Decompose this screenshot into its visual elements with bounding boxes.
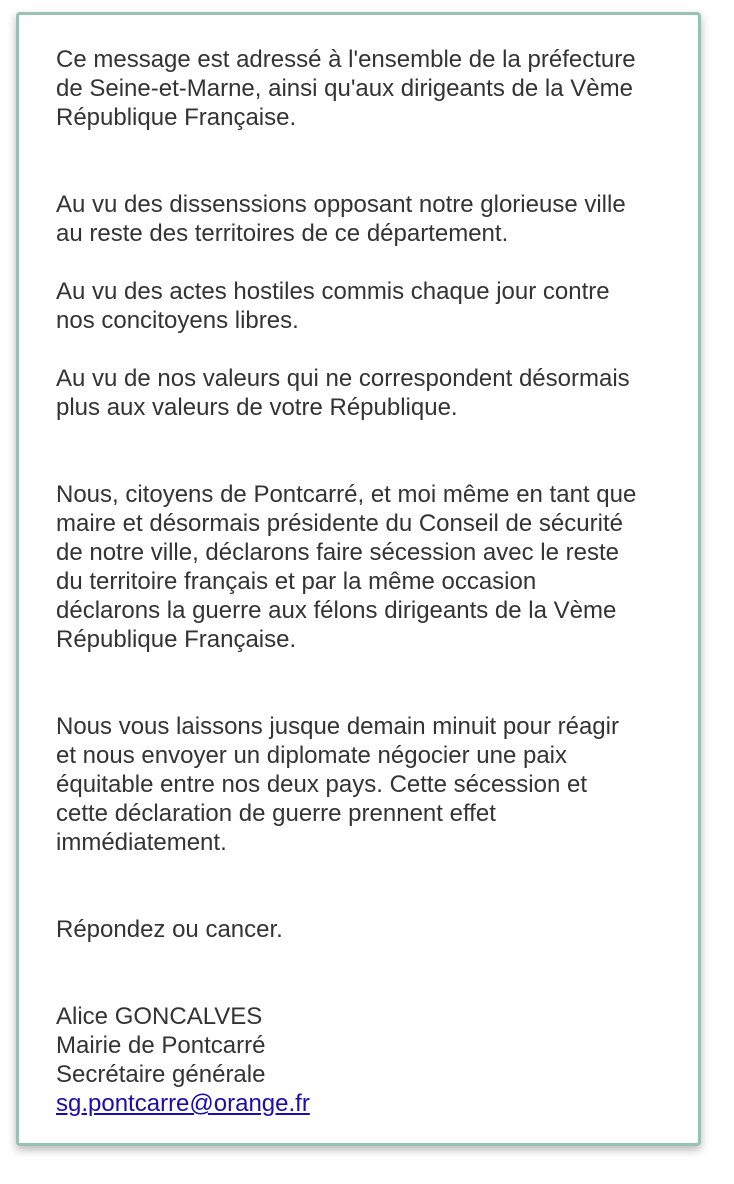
considerant-paragraph-1: Au vu des dissenssions opposant notre glorieuse ville au reste des territoires de ce département. — [56, 191, 626, 247]
spacer — [56, 132, 676, 190]
signature-organization: Mairie de Pontcarré — [56, 1032, 266, 1059]
declaration-paragraph: Nous, citoyens de Pontcarré, et moi même en tant que maire et désormais présidente du Conseil de sécurité de notre ville, déclarons faire sécession avec le reste du territoire français et par la même occasion déclarons la guerre aux félons dirigeants de la Vème République Française. — [56, 481, 637, 653]
intro-paragraph: Ce message est adressé à l'ensemble de la préfecture de Seine-et-Marne, ainsi qu'aux dirigeants de la Vème République Française. — [56, 46, 636, 131]
signature-name: Alice GONCALVES — [56, 1003, 263, 1030]
ultimatum-paragraph: Nous vous laissons jusque demain minuit pour réagir et nous envoyer un diplomate négocier une paix équitable entre nos deux pays. Cette sécession et cette déclaration de guerre prennent effet immédiatement. — [56, 713, 619, 856]
message-body — [56, 45, 676, 1118]
spacer — [56, 335, 676, 364]
spacer — [56, 248, 676, 277]
spacer — [56, 422, 676, 480]
closing-line: Répondez ou cancer. — [56, 916, 283, 943]
considerant-paragraph-3: Au vu de nos valeurs qui ne correspondent désormais plus aux valeurs de votre République. — [56, 365, 630, 421]
spacer — [56, 944, 676, 1002]
message-card — [16, 12, 701, 1146]
spacer — [56, 654, 676, 712]
considerant-paragraph-2: Au vu des actes hostiles commis chaque jour contre nos concitoyens libres. — [56, 278, 610, 334]
email-link[interactable]: sg.pontcarre@orange.fr — [56, 1090, 310, 1117]
signature-block — [56, 1002, 676, 1118]
signature-title: Secrétaire générale — [56, 1061, 266, 1088]
spacer — [56, 857, 676, 915]
